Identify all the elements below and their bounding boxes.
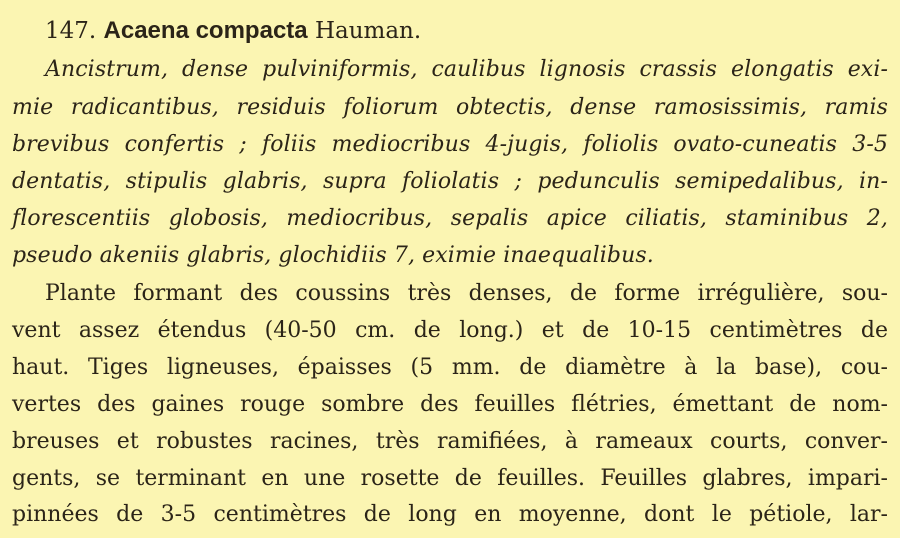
french-line: breuses et robustes racines, très ramifiées, à rameaux courts, conver-: [12, 429, 888, 454]
latin-line: brevibus confertis ; foliis mediocribus 4-jugis, foliolis ovato-cuneatis 3-5: [12, 132, 888, 157]
species-heading: [12, 12, 888, 49]
french-line: vertes des gaines rouge sombre des feuilles flétries, émettant de nom-: [12, 392, 888, 417]
french-line: gents, se terminant en une rosette de feuilles. Feuilles glabres, impari-: [12, 466, 888, 491]
latin-line: pseudo akeniis glabris, glochidiis 7, eximie inaequalibus.: [12, 243, 654, 268]
french-line: pinnées de 3-5 centimètres de long en moyenne, dont le pétiole, lar-: [12, 502, 888, 527]
french-line: Plante formant des coussins très denses, de forme irrégulière, sou-: [45, 281, 888, 306]
latin-line: dentatis, stipulis glabris, supra foliolatis ; pedunculis semipedalibus, in-: [12, 169, 888, 194]
french-line: haut. Tiges ligneuses, épaisses (5 mm. de diamètre à la base), cou-: [12, 355, 888, 380]
latin-line: florescentiis globosis, mediocribus, sepalis apice ciliatis, staminibus 2,: [12, 206, 888, 231]
latin-line: Ancistrum, dense pulviniformis, caulibus lignosis crassis elongatis exi-: [45, 57, 888, 82]
species-number: 147.: [45, 18, 97, 44]
french-line: vent assez étendus (40-50 cm. de long.) et de 10-15 centimètres de: [12, 318, 888, 343]
latin-line: mie radicantibus, residuis foliorum obtectis, dense ramosissimis, ramis: [12, 95, 888, 120]
species-name: Acaena compacta: [103, 17, 308, 44]
species-author: Hauman.: [314, 18, 422, 44]
